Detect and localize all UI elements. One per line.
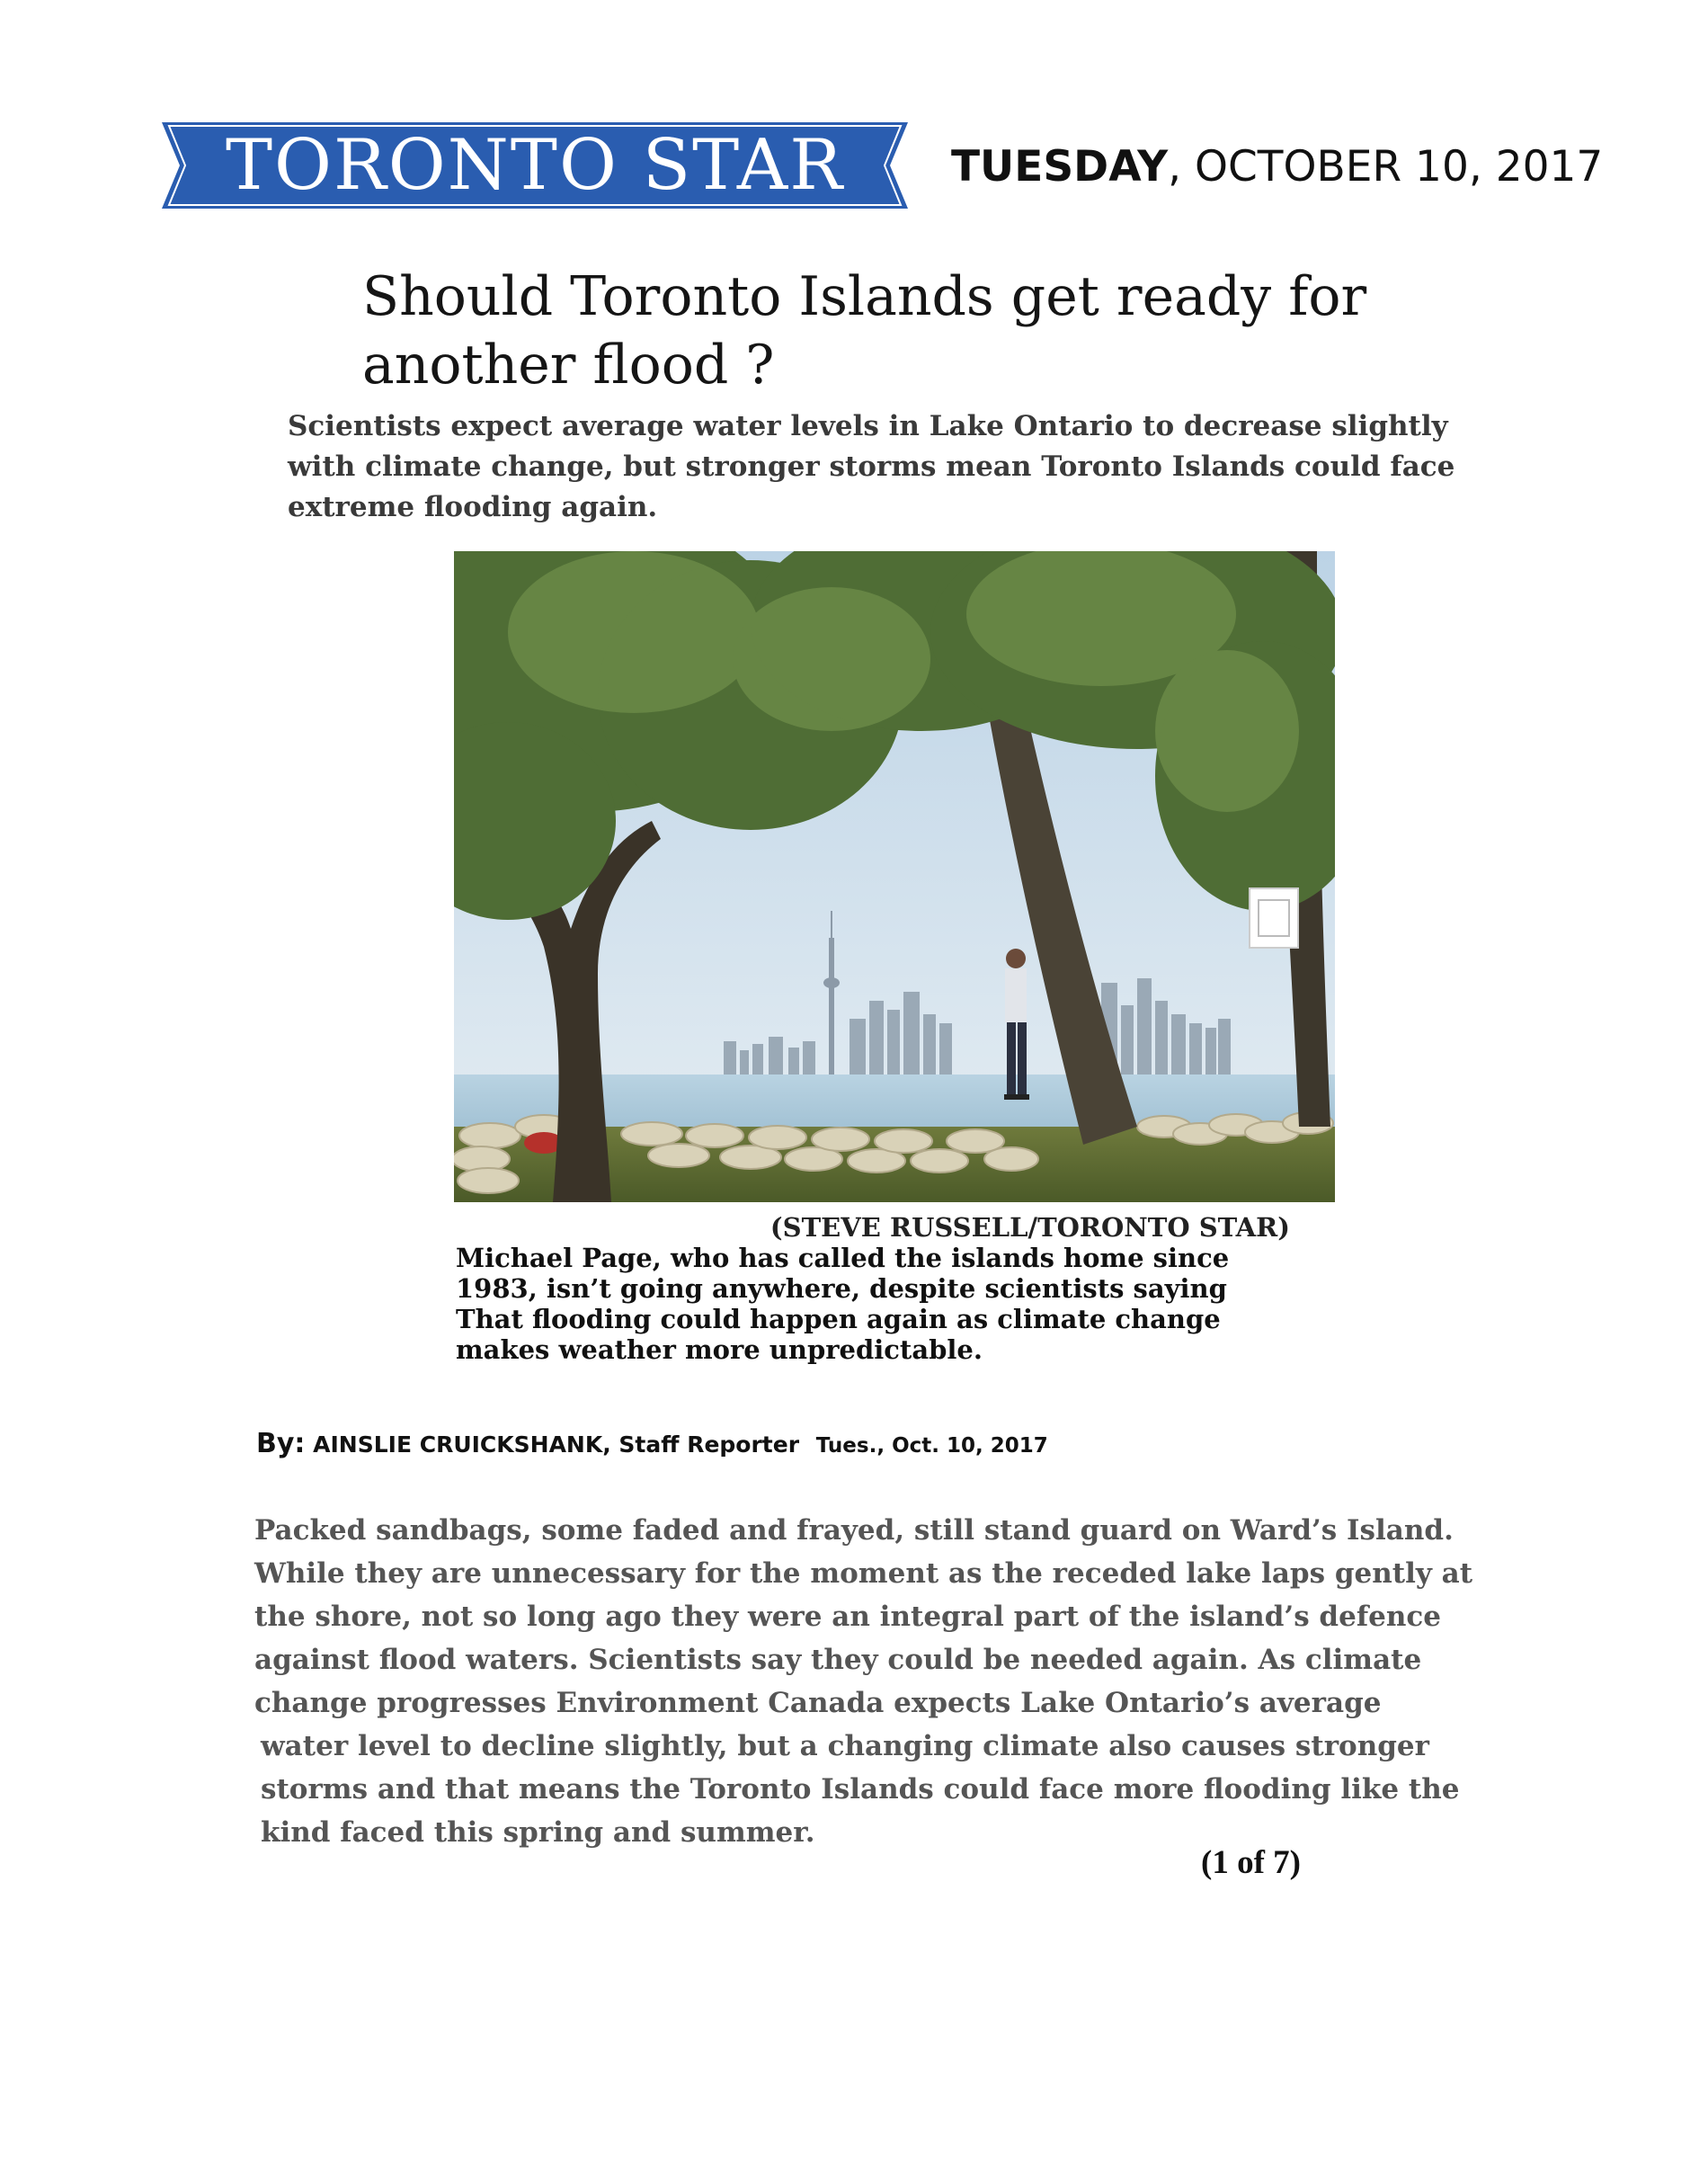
- publication-day: TUESDAY: [951, 142, 1169, 192]
- body-line: change progresses Environment Canada expects Lake Ontario’s average: [254, 1687, 1382, 1719]
- article-headline: [362, 263, 1486, 399]
- article-deck: Scientists expect average water levels in Lake Ontario to decrease slightly with climate change, but stronger storms mean Toronto Islands could face extreme flooding again.: [288, 410, 1455, 523]
- body-line: Packed sandbags, some faded and frayed, still stand guard on Ward’s Island.: [254, 1514, 1454, 1547]
- body-line: kind faced this spring and summer.: [261, 1816, 815, 1849]
- caption-line: 1983, isn’t going anywhere, despite scientists saying: [456, 1273, 1227, 1304]
- body-line: the shore, not so long ago they were an integral part of the island’s defence: [254, 1601, 1442, 1633]
- body-line: While they are unnecessary for the moment as the receded lake laps gently at: [254, 1557, 1473, 1590]
- caption-line: That flooding could happen again as climate change: [456, 1304, 1221, 1334]
- caption-line: Michael Page, who has called the islands home since: [456, 1243, 1230, 1273]
- publication-date: [951, 142, 1603, 192]
- byline-prefix: By:: [256, 1428, 306, 1459]
- article-body: [254, 1509, 1531, 1854]
- sign-placard: [1250, 888, 1298, 948]
- byline-date: Tues., Oct. 10, 2017: [815, 1434, 1048, 1458]
- photo-illustration: [454, 551, 1335, 1202]
- photo-credit: (STEVE RUSSELL/TORONTO STAR): [769, 1212, 1290, 1243]
- caption-line: makes weather more unpredictable.: [456, 1334, 983, 1365]
- body-line: against flood waters. Scientists say they could be needed again. As climate: [254, 1644, 1422, 1676]
- headline-line: Should Toronto Islands get ready for: [362, 265, 1367, 328]
- body-line: water level to decline slightly, but a changing climate also causes stronger: [261, 1730, 1429, 1762]
- body-line: storms and that means the Toronto Islands could face more flooding like the: [261, 1773, 1460, 1806]
- article-photo: [454, 551, 1335, 1202]
- headline-line: another flood ?: [362, 334, 775, 397]
- masthead-logo-text: TORONTO STAR: [226, 125, 844, 206]
- article-byline: [256, 1428, 1048, 1459]
- photo-caption: [456, 1243, 1337, 1365]
- page-count: (1 of 7): [1201, 1844, 1301, 1881]
- publication-date-text: , OCTOBER 10, 2017: [1168, 142, 1604, 192]
- masthead-logo: [162, 122, 908, 209]
- byline-author: AINSLIE CRUICKSHANK, Staff Reporter: [313, 1431, 800, 1458]
